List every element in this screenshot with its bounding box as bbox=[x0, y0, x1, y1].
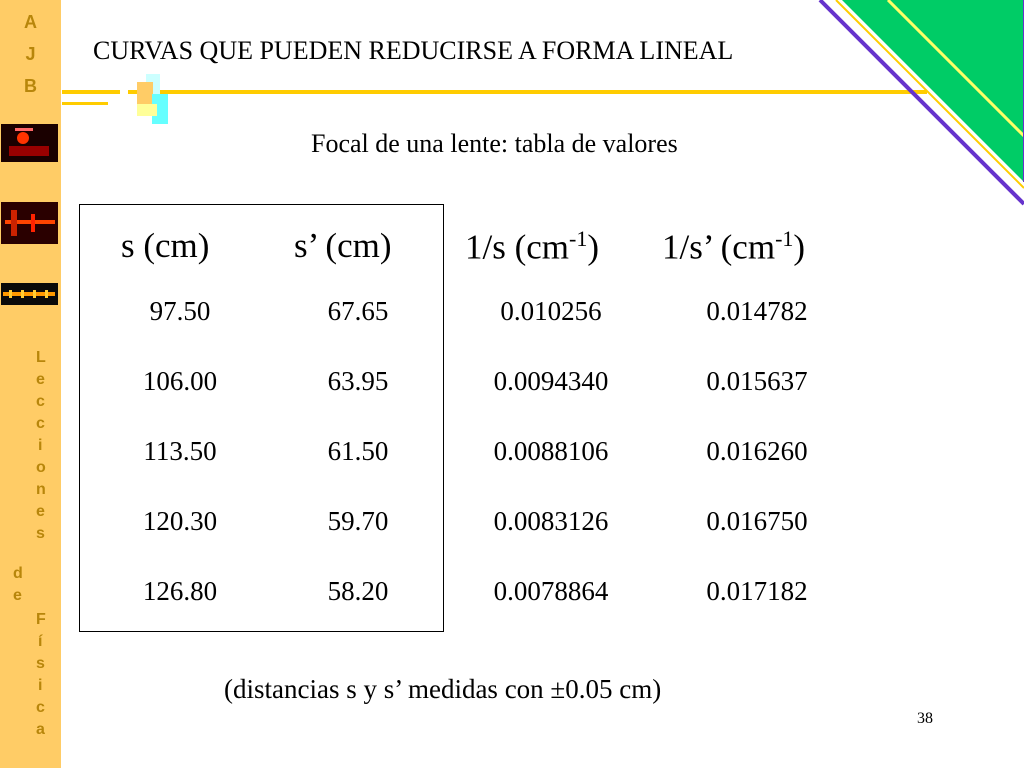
logo-letter-j: J bbox=[25, 44, 36, 64]
cell-inv-s: 0.0083126 bbox=[493, 506, 609, 536]
series-letter: c bbox=[36, 393, 45, 410]
cell-inv-s-prime: 0.016750 bbox=[706, 506, 808, 536]
series-letter: F bbox=[36, 611, 46, 628]
series-letter: L bbox=[36, 349, 46, 366]
series-letter: i bbox=[38, 677, 43, 694]
page-number: 38 bbox=[917, 710, 933, 727]
cell-s-prime: 59.70 bbox=[327, 506, 389, 536]
series-letter: o bbox=[36, 459, 46, 476]
cell-inv-s-prime: 0.017182 bbox=[706, 576, 808, 606]
header-inv-sp-main: 1/s’ (cm bbox=[662, 227, 776, 267]
series-letter: s bbox=[36, 655, 45, 672]
series-letter: e bbox=[36, 503, 45, 520]
header-inv-s-exp: -1 bbox=[569, 226, 588, 251]
series-letter: i bbox=[38, 437, 43, 454]
series-letter: c bbox=[36, 699, 45, 716]
logo-letter-b: B bbox=[24, 76, 37, 96]
cell-s: 126.80 bbox=[142, 576, 218, 606]
cell-inv-s-prime: 0.015637 bbox=[706, 366, 808, 396]
cell-inv-s-prime: 0.016260 bbox=[706, 436, 808, 466]
header-s-prime: s’ (cm) bbox=[294, 226, 392, 265]
series-letter: c bbox=[36, 415, 45, 432]
short-line bbox=[62, 102, 108, 105]
title-underline bbox=[62, 90, 927, 94]
header-inv-s bbox=[465, 226, 599, 268]
series-letter: n bbox=[36, 481, 46, 498]
header-inv-sp-close: ) bbox=[793, 227, 806, 267]
series-letter: e bbox=[13, 587, 22, 604]
cell-s-prime: 63.95 bbox=[327, 366, 389, 396]
slide-title: CURVAS QUE PUEDEN REDUCIRSE A FORMA LINEAL bbox=[93, 36, 734, 65]
logo-letter-a: A bbox=[24, 12, 37, 32]
cell-inv-s: 0.0078864 bbox=[493, 576, 609, 606]
series-letter: í bbox=[38, 633, 43, 650]
cell-inv-s: 0.0088106 bbox=[493, 436, 609, 466]
header-inv-s-main: 1/s (cm bbox=[465, 227, 570, 267]
header-inv-sp-exp: -1 bbox=[775, 226, 794, 251]
series-letter: s bbox=[36, 525, 45, 542]
cell-s-prime: 61.50 bbox=[327, 436, 389, 466]
header-inv-s-close: ) bbox=[587, 227, 599, 267]
cell-s: 113.50 bbox=[143, 436, 217, 466]
cell-s: 106.00 bbox=[142, 366, 218, 396]
measurement-note: (distancias s y s’ medidas con ±0.05 cm) bbox=[224, 674, 662, 704]
series-letter: e bbox=[36, 371, 45, 388]
cell-s-prime: 58.20 bbox=[327, 576, 389, 606]
slide-subtitle: Focal de una lente: tabla de valores bbox=[311, 129, 678, 158]
header-inv-s-prime bbox=[662, 226, 805, 268]
cell-s-prime: 67.65 bbox=[327, 296, 389, 326]
series-letter: d bbox=[13, 565, 23, 582]
table-border bbox=[79, 204, 444, 632]
cell-inv-s: 0.0094340 bbox=[493, 366, 609, 396]
cell-inv-s-prime: 0.014782 bbox=[706, 296, 808, 326]
cell-inv-s: 0.010256 bbox=[500, 296, 602, 326]
header-s: s (cm) bbox=[121, 226, 210, 265]
cell-s: 97.50 bbox=[149, 296, 211, 326]
cell-s: 120.30 bbox=[142, 506, 218, 536]
corner-block bbox=[137, 104, 157, 116]
series-letter: a bbox=[36, 721, 45, 738]
